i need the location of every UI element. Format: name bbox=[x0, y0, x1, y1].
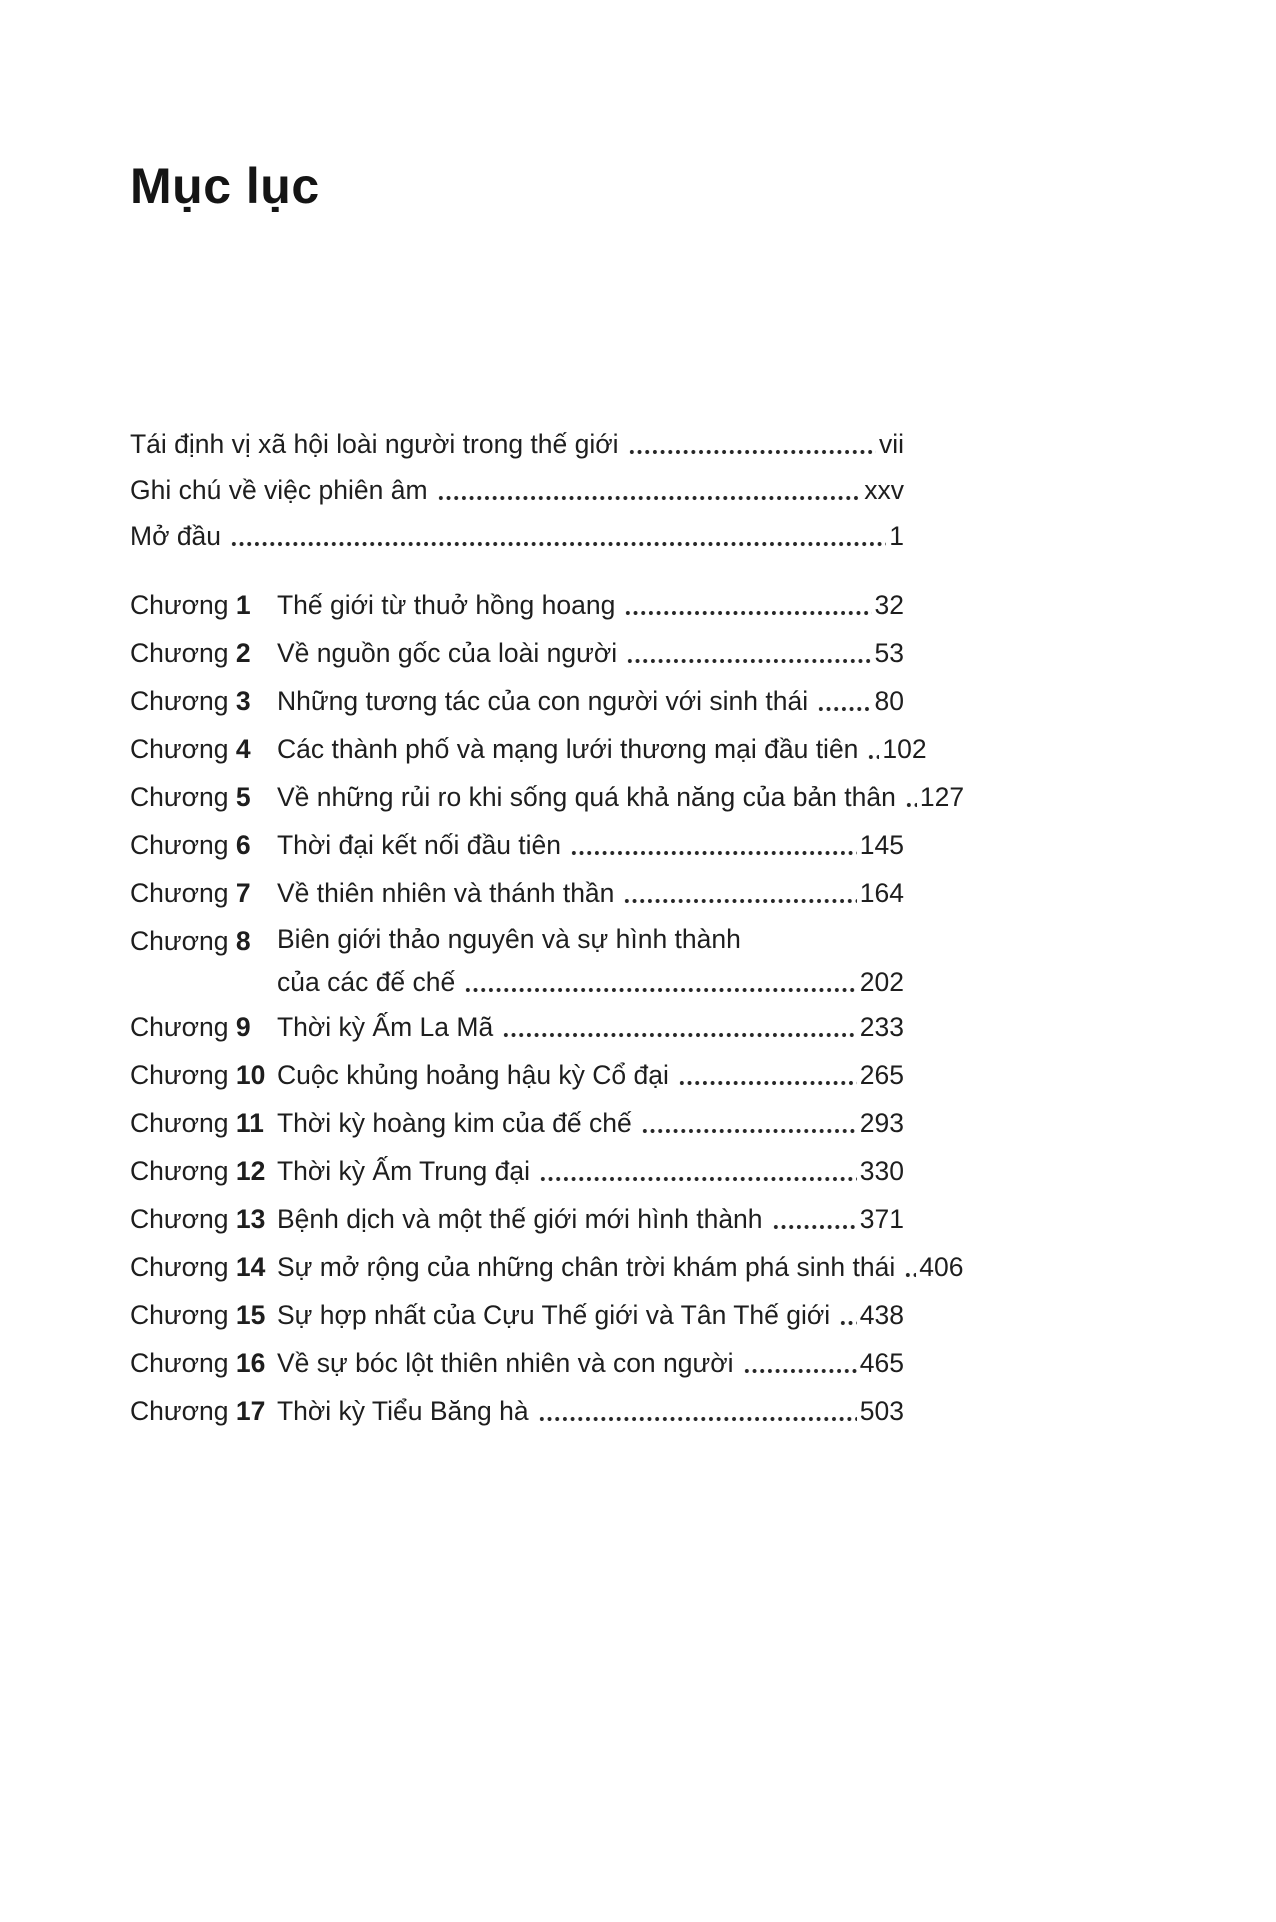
dot-leader bbox=[867, 725, 879, 773]
page-title: Mục lục bbox=[130, 158, 320, 214]
chapter-title-line-2: của các đế chế bbox=[277, 966, 456, 997]
dot-leader bbox=[678, 1051, 857, 1099]
chapter-word: Chương bbox=[130, 1203, 229, 1234]
chapter-row-13 bbox=[130, 1195, 904, 1243]
chapter-page-number: 32 bbox=[874, 589, 904, 620]
chapter-row-17 bbox=[130, 1387, 904, 1435]
entry-title: Tái định vị xã hội loài người trong thế giới bbox=[130, 428, 619, 459]
dot-leader bbox=[641, 1099, 857, 1147]
entry-title: Mở đầu bbox=[130, 520, 222, 551]
chapter-row-10 bbox=[130, 1051, 904, 1099]
chapter-label bbox=[130, 581, 277, 629]
chapter-label bbox=[130, 773, 277, 821]
chapter-entry bbox=[277, 1147, 904, 1195]
chapter-entry bbox=[277, 1003, 904, 1051]
chapter-word: Chương bbox=[130, 1299, 229, 1330]
chapter-row-16 bbox=[130, 1339, 904, 1387]
chapter-title: Cuộc khủng hoảng hậu kỳ Cổ đại bbox=[277, 1059, 669, 1090]
chapter-entry bbox=[277, 1387, 904, 1435]
chapter-title: Về nguồn gốc của loài người bbox=[277, 637, 618, 668]
chapter-row-9 bbox=[130, 1003, 904, 1051]
chapter-label bbox=[130, 869, 277, 917]
chapter-title: Thời kỳ Ấm Trung đại bbox=[277, 1155, 531, 1186]
dot-leader bbox=[904, 1243, 916, 1291]
chapter-number: 3 bbox=[235, 685, 251, 716]
entry-title: Ghi chú về việc phiên âm bbox=[130, 474, 428, 505]
chapter-title: Bệnh dịch và một thế giới mới hình thành bbox=[277, 1203, 763, 1234]
dot-leader bbox=[464, 961, 857, 1003]
chapter-number: 17 bbox=[235, 1395, 266, 1426]
chapter-label bbox=[130, 1291, 277, 1339]
front-matter-entry bbox=[130, 467, 904, 513]
chapter-title: Thời kỳ Tiểu Băng hà bbox=[277, 1395, 529, 1426]
dot-leader bbox=[437, 467, 862, 513]
chapter-title: Sự mở rộng của những chân trời khám phá sinh thái bbox=[277, 1251, 896, 1282]
entry-page-number: xxv bbox=[864, 474, 904, 505]
chapter-word: Chương bbox=[130, 1395, 229, 1426]
entry-page-number: vii bbox=[878, 428, 904, 459]
chapter-title: Về thiên nhiên và thánh thần bbox=[277, 877, 615, 908]
chapter-page-number: 202 bbox=[859, 966, 904, 997]
chapter-entry bbox=[277, 917, 904, 1003]
chapter-entry bbox=[277, 1099, 904, 1147]
chapter-number: 10 bbox=[235, 1059, 266, 1090]
chapter-row-1 bbox=[130, 581, 904, 629]
chapter-page-number: 330 bbox=[859, 1155, 904, 1186]
chapter-page-number: 53 bbox=[874, 637, 904, 668]
dot-leader bbox=[502, 1003, 857, 1051]
chapter-entry bbox=[277, 581, 904, 629]
dot-leader bbox=[570, 821, 857, 869]
chapter-label bbox=[130, 1243, 277, 1291]
chapter-row-14 bbox=[130, 1243, 964, 1291]
chapter-entry bbox=[277, 1243, 964, 1291]
chapter-title: Thời kỳ hoàng kim của đế chế bbox=[277, 1107, 632, 1138]
chapter-page-number: 265 bbox=[859, 1059, 904, 1090]
chapter-number: 16 bbox=[235, 1347, 266, 1378]
chapter-title: Sự hợp nhất của Cựu Thế giới và Tân Thế giới bbox=[277, 1299, 831, 1330]
dot-leader bbox=[626, 629, 871, 677]
chapter-page-number: 233 bbox=[859, 1011, 904, 1042]
chapter-label bbox=[130, 1099, 277, 1147]
chapter-page-number: 465 bbox=[859, 1347, 904, 1378]
dot-leader bbox=[539, 1147, 857, 1195]
chapter-entry bbox=[277, 821, 904, 869]
chapter-page-number: 164 bbox=[859, 877, 904, 908]
chapter-entry bbox=[277, 1051, 904, 1099]
chapter-page-number: 145 bbox=[859, 829, 904, 860]
dot-leader bbox=[905, 773, 917, 821]
chapter-entry bbox=[277, 1339, 904, 1387]
chapter-title: Những tương tác của con người với sinh thái bbox=[277, 685, 809, 716]
dot-leader bbox=[628, 421, 876, 467]
chapter-word: Chương bbox=[130, 1155, 229, 1186]
dot-leader bbox=[230, 513, 886, 559]
entry-page-number: 1 bbox=[889, 520, 904, 551]
chapter-label bbox=[130, 917, 277, 965]
chapter-word: Chương bbox=[130, 829, 229, 860]
chapter-word: Chương bbox=[130, 925, 229, 956]
dot-leader bbox=[817, 677, 871, 725]
front-matter-row bbox=[130, 513, 904, 559]
chapter-title: Thời kỳ Ấm La Mã bbox=[277, 1011, 494, 1042]
chapter-number: 15 bbox=[235, 1299, 266, 1330]
chapter-row-3 bbox=[130, 677, 904, 725]
dot-leader bbox=[772, 1195, 857, 1243]
chapter-word: Chương bbox=[130, 877, 229, 908]
chapter-label bbox=[130, 1051, 277, 1099]
chapter-entry bbox=[277, 677, 904, 725]
chapter-entry bbox=[277, 773, 965, 821]
front-matter-list bbox=[130, 421, 904, 559]
chapter-label bbox=[130, 677, 277, 725]
chapter-label bbox=[130, 629, 277, 677]
chapter-row-7 bbox=[130, 869, 904, 917]
chapter-entry bbox=[277, 629, 904, 677]
chapter-row-2 bbox=[130, 629, 904, 677]
chapter-entry bbox=[277, 869, 904, 917]
chapter-word: Chương bbox=[130, 781, 229, 812]
dot-leader bbox=[839, 1291, 857, 1339]
chapter-title: Các thành phố và mạng lưới thương mại đầu tiên bbox=[277, 733, 859, 764]
front-matter-entry bbox=[130, 421, 904, 467]
chapter-page-number: 406 bbox=[919, 1251, 964, 1282]
chapter-row-12 bbox=[130, 1147, 904, 1195]
chapter-number: 7 bbox=[235, 877, 251, 908]
chapter-page-number: 438 bbox=[859, 1299, 904, 1330]
chapter-page-number: 503 bbox=[859, 1395, 904, 1426]
chapter-entry bbox=[277, 1195, 904, 1243]
chapter-word: Chương bbox=[130, 1107, 229, 1138]
dot-leader bbox=[623, 869, 856, 917]
chapter-number: 9 bbox=[235, 1011, 251, 1042]
chapter-number: 1 bbox=[235, 589, 251, 620]
chapter-label bbox=[130, 1195, 277, 1243]
chapter-number: 2 bbox=[235, 637, 251, 668]
chapter-row-8 bbox=[130, 917, 904, 1003]
chapter-number: 4 bbox=[235, 733, 251, 764]
dot-leader bbox=[538, 1387, 857, 1435]
chapter-list bbox=[130, 581, 965, 1435]
chapter-row-15 bbox=[130, 1291, 904, 1339]
chapter-page-number: 127 bbox=[919, 781, 965, 812]
chapter-word: Chương bbox=[130, 1011, 229, 1042]
chapter-page-number: 102 bbox=[882, 733, 927, 764]
chapter-title-line-1: Biên giới thảo nguyên và sự hình thành bbox=[277, 923, 741, 954]
chapter-label bbox=[130, 821, 277, 869]
chapter-number: 5 bbox=[235, 781, 251, 812]
chapter-word: Chương bbox=[130, 1251, 229, 1282]
front-matter-row bbox=[130, 421, 904, 467]
chapter-number: 12 bbox=[235, 1155, 266, 1186]
chapter-title: Thời đại kết nối đầu tiên bbox=[277, 829, 562, 860]
chapter-number: 11 bbox=[235, 1107, 264, 1138]
chapter-page-number: 371 bbox=[859, 1203, 904, 1234]
chapter-word: Chương bbox=[130, 1347, 229, 1378]
chapter-row-6 bbox=[130, 821, 904, 869]
chapter-number: 14 bbox=[235, 1251, 266, 1282]
front-matter-row bbox=[130, 467, 904, 513]
dot-leader bbox=[624, 581, 871, 629]
chapter-page-number: 80 bbox=[874, 685, 904, 716]
chapter-number: 13 bbox=[235, 1203, 266, 1234]
chapter-entry bbox=[277, 1291, 904, 1339]
chapter-row-11 bbox=[130, 1099, 904, 1147]
dot-leader bbox=[743, 1339, 857, 1387]
chapter-title: Về những rủi ro khi sống quá khả năng của bản thân bbox=[277, 781, 896, 812]
chapter-word: Chương bbox=[130, 637, 229, 668]
chapter-word: Chương bbox=[130, 685, 229, 716]
chapter-label bbox=[130, 1339, 277, 1387]
chapter-label bbox=[130, 1003, 277, 1051]
chapter-row-5 bbox=[130, 773, 965, 821]
chapter-number: 8 bbox=[235, 925, 251, 956]
front-matter-entry bbox=[130, 513, 904, 559]
chapter-title: Thế giới từ thuở hồng hoang bbox=[277, 589, 616, 620]
chapter-word: Chương bbox=[130, 1059, 229, 1090]
chapter-number: 6 bbox=[235, 829, 251, 860]
chapter-label bbox=[130, 1387, 277, 1435]
chapter-entry bbox=[277, 725, 927, 773]
chapter-row-4 bbox=[130, 725, 927, 773]
chapter-page-number: 293 bbox=[859, 1107, 904, 1138]
chapter-word: Chương bbox=[130, 589, 229, 620]
chapter-word: Chương bbox=[130, 733, 229, 764]
chapter-title: Về sự bóc lột thiên nhiên và con người bbox=[277, 1347, 734, 1378]
chapter-label bbox=[130, 725, 277, 773]
chapter-title-line-2-row bbox=[277, 961, 904, 1003]
chapter-label bbox=[130, 1147, 277, 1195]
